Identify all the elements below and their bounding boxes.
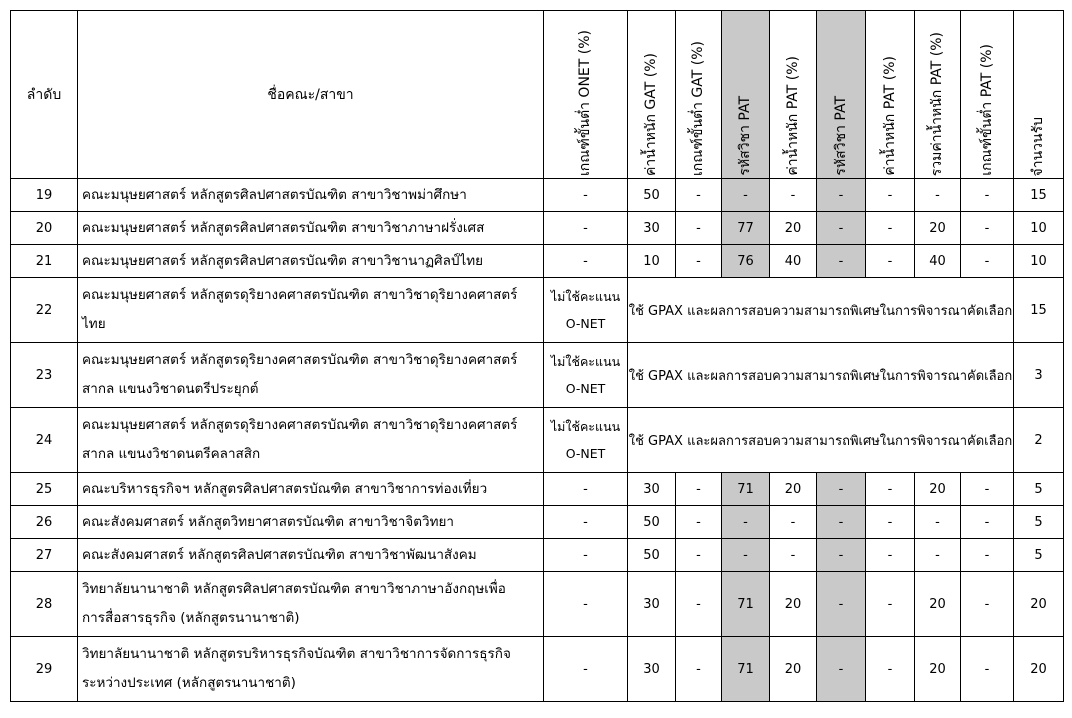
cell-program-name: คณะมนุษยศาสตร์ หลักสูตรดุริยางคศาสตรบัณฑิต สาขาวิชาดุริยางคศาสตร์ สากล แขนงวิชาดนตรีประยุกต์ — [78, 343, 544, 408]
cell-onet-min: - — [544, 572, 628, 637]
cell-seats: 5 — [1014, 506, 1064, 539]
cell-no: 29 — [11, 637, 78, 702]
cell-pat-code-2: - — [817, 179, 866, 212]
cell-program-name: คณะมนุษยศาสตร์ หลักสูตรศิลปศาสตรบัณฑิต สาขาวิชาภาษาฝรั่งเศส — [78, 212, 544, 245]
cell-pat-weight-1: 20 — [770, 572, 817, 637]
cell-pat-code-1: - — [722, 179, 770, 212]
cell-pat-min: - — [961, 473, 1014, 506]
cell-no: 24 — [11, 408, 78, 473]
cell-seats: 20 — [1014, 637, 1064, 702]
cell-pat-weight-2: - — [866, 572, 915, 637]
cell-seats: 10 — [1014, 212, 1064, 245]
cell-pat-total: - — [915, 506, 961, 539]
cell-pat-weight-2: - — [866, 212, 915, 245]
cell-pat-weight-2: - — [866, 179, 915, 212]
cell-pat-weight-1: 40 — [770, 245, 817, 278]
header-pat-weight-1: ค่าน้ำหนัก PAT (%) — [770, 11, 817, 179]
header-no: ลำดับ — [11, 11, 78, 179]
cell-onet-min: - — [544, 179, 628, 212]
cell-seats: 15 — [1014, 179, 1064, 212]
cell-seats: 10 — [1014, 245, 1064, 278]
cell-pat-total: 20 — [915, 473, 961, 506]
cell-gat-weight: 30 — [628, 212, 676, 245]
cell-pat-code-2: - — [817, 245, 866, 278]
header-gat-weight: ค่าน้ำหนัก GAT (%) — [628, 11, 676, 179]
cell-no: 20 — [11, 212, 78, 245]
cell-onet-min: ไม่ใช้คะแนน O-NET — [544, 408, 628, 473]
table-row — [11, 245, 1064, 278]
cell-pat-weight-2: - — [866, 637, 915, 702]
cell-pat-code-1: 76 — [722, 245, 770, 278]
cell-pat-code-2: - — [817, 539, 866, 572]
cell-pat-min: - — [961, 179, 1014, 212]
table-row — [11, 212, 1064, 245]
cell-gat-weight: 30 — [628, 637, 676, 702]
cell-pat-min: - — [961, 212, 1014, 245]
header-onet-min: เกณฑ์ขั้นต่ำ ONET (%) — [544, 11, 628, 179]
header-pat-code-1: รหัสวิชา PAT — [722, 11, 770, 179]
cell-program-name: คณะสังคมศาสตร์ หลักสูตวิทยาศาสตรบัณฑิต สาขาวิชาจิตวิทยา — [78, 506, 544, 539]
cell-pat-total: 40 — [915, 245, 961, 278]
table-row — [11, 539, 1064, 572]
cell-pat-weight-1: 20 — [770, 637, 817, 702]
header-pat-code-2: รหัสวิชา PAT — [817, 11, 866, 179]
cell-pat-code-1: - — [722, 539, 770, 572]
cell-onet-min: - — [544, 473, 628, 506]
cell-gat-weight: 30 — [628, 572, 676, 637]
cell-seats: 15 — [1014, 278, 1064, 343]
cell-no: 23 — [11, 343, 78, 408]
cell-gat-min: - — [676, 245, 722, 278]
header-pat-total: รวมค่าน้ำหนัก PAT (%) — [915, 11, 961, 179]
cell-pat-weight-2: - — [866, 539, 915, 572]
cell-onet-min: - — [544, 212, 628, 245]
cell-pat-code-2: - — [817, 473, 866, 506]
cell-onet-min: - — [544, 506, 628, 539]
cell-merged-criteria: ใช้ GPAX และผลการสอบความสามารถพิเศษในการพิจารณาคัดเลือก — [628, 343, 1014, 408]
cell-program-name: คณะบริหารธุรกิจฯ หลักสูตรศิลปศาสตรบัณฑิต สาขาวิชาการท่องเที่ยว — [78, 473, 544, 506]
cell-pat-min: - — [961, 506, 1014, 539]
table-row — [11, 473, 1064, 506]
cell-pat-min: - — [961, 539, 1014, 572]
cell-seats: 5 — [1014, 473, 1064, 506]
cell-seats: 2 — [1014, 408, 1064, 473]
cell-pat-total: - — [915, 539, 961, 572]
cell-onet-min: ไม่ใช้คะแนน O-NET — [544, 343, 628, 408]
table-row — [11, 637, 1064, 702]
cell-no: 28 — [11, 572, 78, 637]
cell-gat-weight: 50 — [628, 179, 676, 212]
cell-pat-min: - — [961, 572, 1014, 637]
table-row — [11, 408, 1064, 473]
cell-pat-weight-2: - — [866, 473, 915, 506]
table-row — [11, 506, 1064, 539]
cell-program-name: คณะสังคมศาสตร์ หลักสูตรศิลปศาสตรบัณฑิต สาขาวิชาพัฒนาสังคม — [78, 539, 544, 572]
header-seats: จำนวนรับ — [1014, 11, 1064, 179]
cell-pat-code-1: 71 — [722, 572, 770, 637]
cell-pat-code-2: - — [817, 572, 866, 637]
cell-no: 19 — [11, 179, 78, 212]
table-row — [11, 572, 1064, 637]
cell-onet-min: - — [544, 245, 628, 278]
cell-gat-min: - — [676, 473, 722, 506]
cell-no: 21 — [11, 245, 78, 278]
cell-program-name: วิทยาลัยนานาชาติ หลักสูตรศิลปศาสตรบัณฑิต สาขาวิชาภาษาอังกฤษเพื่อ การสื่อสารธุรกิจ (หลักสูตรนานาชาติ) — [78, 572, 544, 637]
cell-seats: 3 — [1014, 343, 1064, 408]
cell-gat-min: - — [676, 506, 722, 539]
cell-pat-weight-1: - — [770, 539, 817, 572]
cell-gat-min: - — [676, 539, 722, 572]
header-gat-min: เกณฑ์ขั้นต่ำ GAT (%) — [676, 11, 722, 179]
cell-merged-criteria: ใช้ GPAX และผลการสอบความสามารถพิเศษในการพิจารณาคัดเลือก — [628, 278, 1014, 343]
cell-pat-weight-1: 20 — [770, 473, 817, 506]
cell-pat-weight-2: - — [866, 506, 915, 539]
cell-seats: 5 — [1014, 539, 1064, 572]
cell-pat-weight-1: - — [770, 506, 817, 539]
cell-program-name: คณะมนุษยศาสตร์ หลักสูตรดุริยางคศาสตรบัณฑิต สาขาวิชาดุริยางคศาสตร์ ไทย — [78, 278, 544, 343]
cell-pat-total: 20 — [915, 572, 961, 637]
cell-pat-code-2: - — [817, 212, 866, 245]
header-pat-weight-2: ค่าน้ำหนัก PAT (%) — [866, 11, 915, 179]
table-row — [11, 179, 1064, 212]
table-row — [11, 278, 1064, 343]
admission-criteria-table — [10, 10, 1064, 702]
cell-gat-weight: 30 — [628, 473, 676, 506]
cell-gat-min: - — [676, 637, 722, 702]
cell-pat-total: 20 — [915, 637, 961, 702]
cell-gat-min: - — [676, 179, 722, 212]
header-name: ชื่อคณะ/สาขา — [78, 11, 544, 179]
cell-pat-total: - — [915, 179, 961, 212]
cell-no: 22 — [11, 278, 78, 343]
cell-onet-min: ไม่ใช้คะแนน O-NET — [544, 278, 628, 343]
cell-no: 26 — [11, 506, 78, 539]
cell-program-name: คณะมนุษยศาสตร์ หลักสูตรศิลปศาสตรบัณฑิต สาขาวิชานาฏศิลป์ไทย — [78, 245, 544, 278]
cell-pat-weight-2: - — [866, 245, 915, 278]
cell-no: 27 — [11, 539, 78, 572]
cell-seats: 20 — [1014, 572, 1064, 637]
cell-pat-code-1: 77 — [722, 212, 770, 245]
cell-pat-code-2: - — [817, 506, 866, 539]
cell-gat-weight: 50 — [628, 539, 676, 572]
cell-pat-min: - — [961, 245, 1014, 278]
cell-program-name: คณะมนุษยศาสตร์ หลักสูตรศิลปศาสตรบัณฑิต สาขาวิชาพม่าศึกษา — [78, 179, 544, 212]
cell-onet-min: - — [544, 539, 628, 572]
cell-pat-weight-1: - — [770, 179, 817, 212]
cell-pat-total: 20 — [915, 212, 961, 245]
cell-gat-weight: 10 — [628, 245, 676, 278]
cell-gat-min: - — [676, 572, 722, 637]
cell-gat-weight: 50 — [628, 506, 676, 539]
cell-pat-min: - — [961, 637, 1014, 702]
cell-gat-min: - — [676, 212, 722, 245]
cell-pat-weight-1: 20 — [770, 212, 817, 245]
cell-pat-code-1: - — [722, 506, 770, 539]
cell-pat-code-1: 71 — [722, 637, 770, 702]
cell-program-name: วิทยาลัยนานาชาติ หลักสูตรบริหารธุรกิจบัณฑิต สาขาวิชาการจัดการธุรกิจ ระหว่างประเทศ (หลักสูตรนานาชาติ) — [78, 637, 544, 702]
header-pat-min: เกณฑ์ขั้นต่ำ PAT (%) — [961, 11, 1014, 179]
cell-pat-code-1: 71 — [722, 473, 770, 506]
cell-merged-criteria: ใช้ GPAX และผลการสอบความสามารถพิเศษในการพิจารณาคัดเลือก — [628, 408, 1014, 473]
cell-onet-min: - — [544, 637, 628, 702]
cell-no: 25 — [11, 473, 78, 506]
cell-program-name: คณะมนุษยศาสตร์ หลักสูตรดุริยางคศาสตรบัณฑิต สาขาวิชาดุริยางคศาสตร์ สากล แขนงวิชาดนตรีคลาสสิก — [78, 408, 544, 473]
table-row — [11, 343, 1064, 408]
table-header-row — [11, 11, 1064, 179]
cell-pat-code-2: - — [817, 637, 866, 702]
